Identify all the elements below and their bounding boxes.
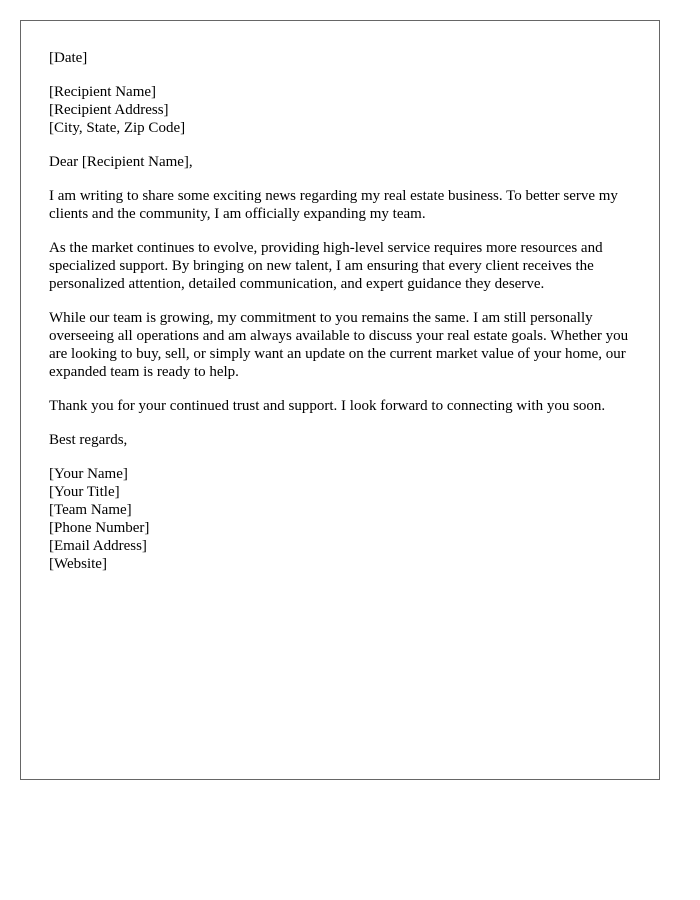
salutation: [49, 153, 639, 171]
closing-text: Best regards,: [49, 432, 128, 448]
signature-phone: [Phone Number]: [49, 520, 150, 536]
signature-email: [Email Address]: [49, 538, 147, 554]
body-paragraph-1: I am writing to share some exciting news regarding my real estate business. To better serve my clients and the community, I am officially expanding my team.: [49, 188, 618, 222]
salutation-text: Dear [Recipient Name],: [49, 154, 193, 170]
recipient-city-state-zip: [City, State, Zip Code]: [49, 120, 186, 136]
signature-block: [49, 465, 639, 573]
closing: [49, 431, 639, 449]
body-paragraph-4: Thank you for your continued trust and support. I look forward to connecting with you soon.: [49, 398, 606, 414]
signature-team: [Team Name]: [49, 502, 132, 518]
letter-page: [20, 20, 660, 780]
letter-date: [Date]: [49, 50, 88, 66]
recipient-block: [49, 83, 639, 137]
recipient-address: [Recipient Address]: [49, 102, 169, 118]
signature-website: [Website]: [49, 556, 107, 572]
letter-content: [49, 49, 639, 573]
body-paragraph-2: As the market continues to evolve, providing high-level service requires more resources and specialized support. By bringing on new talent, I am ensuring that every client receives the personalized attention, detailed communication, and expert guidance they deserve.: [49, 240, 603, 292]
signature-title: [Your Title]: [49, 484, 120, 500]
date-block: [49, 49, 639, 67]
recipient-name: [Recipient Name]: [49, 84, 157, 100]
body-paragraph-3: While our team is growing, my commitment to you remains the same. I am still personally overseeing all operations and am always available to discuss your real estate goals. Whether you are looking to buy, sell, or simply want an update on the current market value of your home, our expanded team is ready to help.: [49, 310, 629, 380]
signature-name: [Your Name]: [49, 466, 128, 482]
